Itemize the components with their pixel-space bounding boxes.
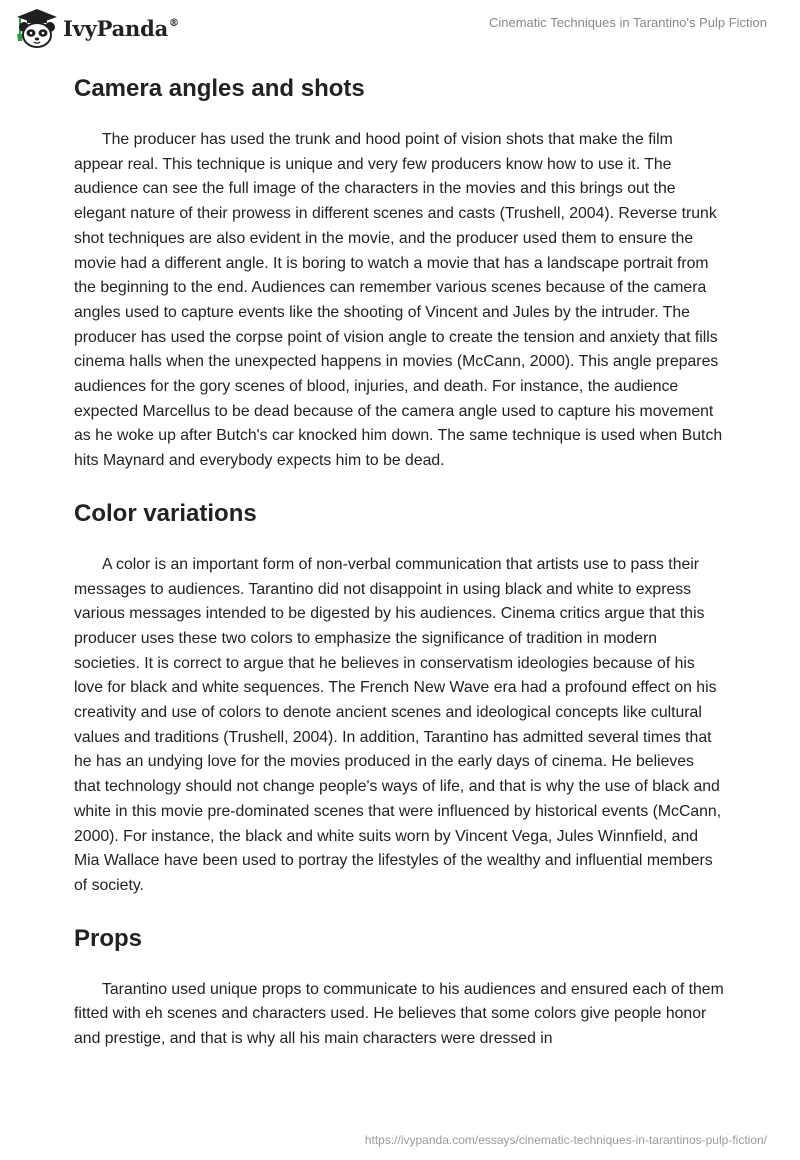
source-url[interactable]: https://ivypanda.com/essays/cinematic-techniques-in-tarantinos-pulp-fiction/ [364, 1133, 767, 1147]
section-paragraph: A color is an important form of non-verbal communication that artists use to pass their messages to audiences. Tarantino did not disappoint in using black and white to express various messages intended to be digested by his audiences. Cinema critics argue that this producer uses these two colors to emphasize the significance of tradition in modern societies. It is correct to argue that he believes in conservatism ideologies because of his love for black and white sequences. The French New Wave era had a profound effect on his creativity and use of colors to denote ancient scenes and ideological concepts like cultural values and traditions (Trushell, 2004). In addition, Tarantino has admitted several times that he has an undying love for the movies produced in the early days of cinema. He believes that technology should not change people's ways of life, and that is why the use of black and white in this movie pre-dominated scenes that were influenced by historical events (McCann, 2000). For instance, the black and white suits worn by Vincent Vega, Jules Winnfield, and Mia Wallace have been used to portray the lifestyles of the wealthy and influential members of society. [74, 555, 722, 894]
section-heading: Camera angles and shots [74, 75, 365, 102]
ivypanda-logo[interactable] [14, 8, 179, 48]
section-heading: Color variations [74, 499, 257, 527]
panda-graduate-icon [14, 8, 60, 48]
section-heading: Props [74, 924, 143, 952]
section-paragraph: The producer has used the trunk and hood point of vision shots that make the film appear real. This technique is unique and very few producers know how to use it. The audience can see the full image of the characters in the movies and this brings out the elegant nature of their prowess in different scenes and casts (Trushell, 2004). Reverse trunk shot techniques are also evident in the movie, and the producer used them to ensure the movie had a different angle. It is boring to watch a movie that has a landscape portrait from the beginning to the end. Audiences can remember various scenes because of the camera angles used to capture events like the shooting of Vincent and Jules by the intruder. The producer has used the corpse point of vision angle to create the tension and anxiety that fills cinema halls when the unexpected happens in movies (McCann, 2000). This angle prepares audiences for the gory scenes of blood, injuries, and death. For instance, the audience expected Marcellus to be dead because of the camera angle used to capture his movement as he woke up after Butch's car knocked him down. The same technique is used when Butch hits Maynard and everybody expects him to be dead. [74, 131, 723, 470]
essay-body [74, 68, 724, 1052]
section-paragraph: Tarantino used unique props to communicate to his audiences and ensured each of them fitted with eh scenes and characters used. He believes that some colors give people honor and prestige, and that is why all his main characters were dressed in [74, 980, 724, 1048]
logo-wordmark: IvyPanda® [63, 15, 179, 41]
document-title: Cinematic Techniques in Tarantino's Pulp Fiction [488, 15, 767, 30]
page-header [0, 0, 800, 56]
